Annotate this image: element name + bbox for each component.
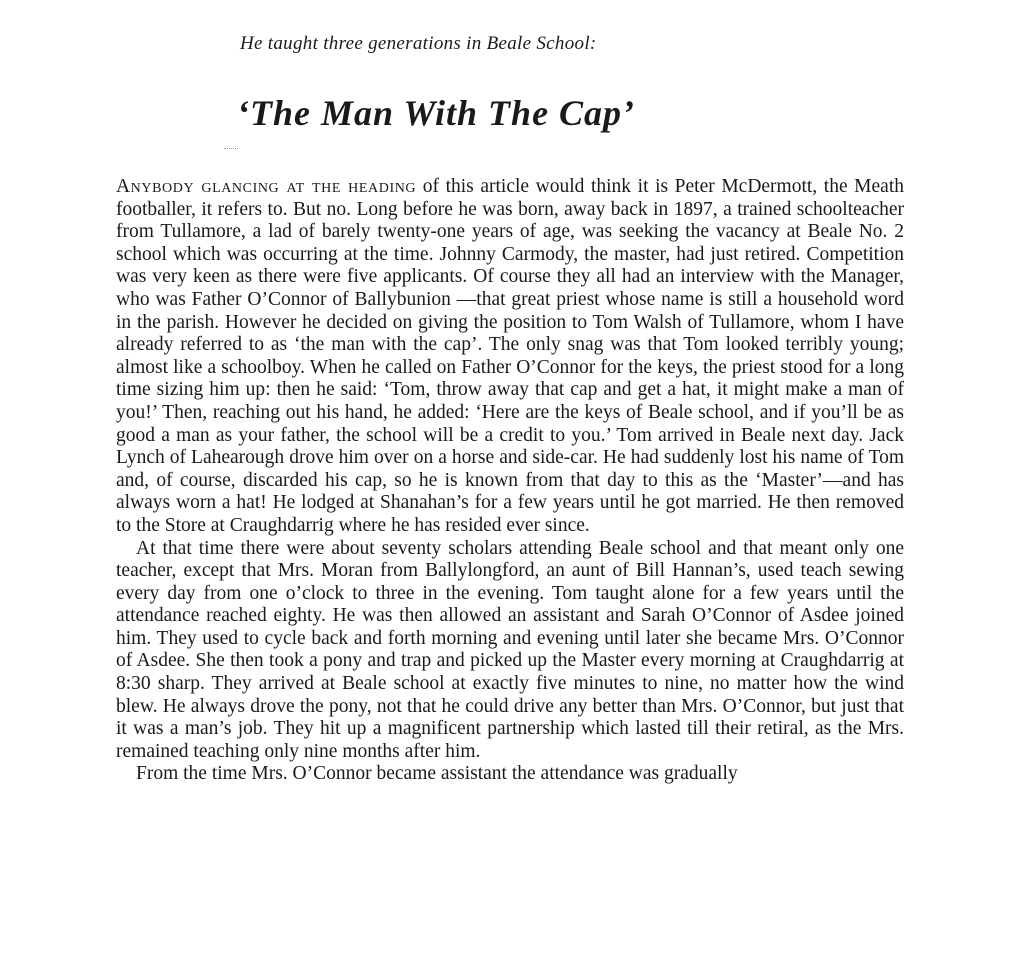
lead-in-smallcaps: Anybody glancing at the heading [116, 176, 417, 197]
paragraph-1 [116, 176, 904, 538]
article-title: ‘The Man With The Cap’ [237, 93, 636, 133]
paragraph-2: At that time there were about seventy scholars attending Beale school and that meant only one teacher, except that Mrs. Moran from Ballylongford, an aunt of Bill Hannan’s, used teach sewing every day from one o’clock to three in the evening. Tom taught alone for a few years until the attendance reached eighty. He was then allowed an assistant and Sarah O’Connor of Asdee joined him. They used to cycle back and forth morning and evening until later she became Mrs. O’Connor of Asdee. She then took a pony and trap and picked up the Master every morning at Craughdarrig at 8:30 sharp. They arrived at Beale school at exactly five minutes to nine, no matter how the wind blew. He always drove the pony, not that he could drive any better than Mrs. O’Connor, but just that it was a man’s job. They hit up a magnificent partnership which lasted till their retiral, as the Mrs. remained teaching only nine months after him. [116, 537, 904, 762]
article-body [116, 176, 904, 786]
print-speck [224, 148, 238, 151]
paragraph-1-text: of this article would think it is Peter McDermott, the Meath footballer, it refers to. But no. Long before he was born, away back in 1897, a trained schoolteacher from Tullamore, a lad of barely twenty-one years of age, was seeking the vacancy at Beale No. 2 school which was occurring at the time. Johnny Carmody, the master, had just retired. Competition was very keen as there were five applicants. Of course they all had an interview with the Manager, who was Father O’Connor of Ballybunion —that great priest whose name is still a household word in the parish. However he decided on giving the position to Tom Walsh of Tullamore, whom I have already referred to as ‘the man with the cap’. The only snag was that Tom looked terribly young; almost like a schoolboy. When he called on Father O’Connor for the keys, the priest stood for a long time sizing him up: then he said: ‘Tom, throw away that cap and get a hat, it might make a man of you!’ Then, reaching out his hand, he added: ‘Here are the keys of Beale school, and if you’ll be as good a man as your father, the school will be a credit to you.’ Tom arrived in Beale next day. Jack Lynch of Lahearough drove him over on a horse and side-car. He had suddenly lost his name of Tom and, of course, discarded his cap, so he is known from that day to this as the ‘Master’—and has always worn a hat! He lodged at Shanahan’s for a few years until he got married. He then removed to the Store at Craughdarrig where he has resided ever since. [116, 176, 905, 536]
article-kicker: He taught three generations in Beale School: [240, 33, 597, 54]
paragraph-3: From the time Mrs. O’Connor became assistant the attendance was gradually [136, 763, 738, 785]
